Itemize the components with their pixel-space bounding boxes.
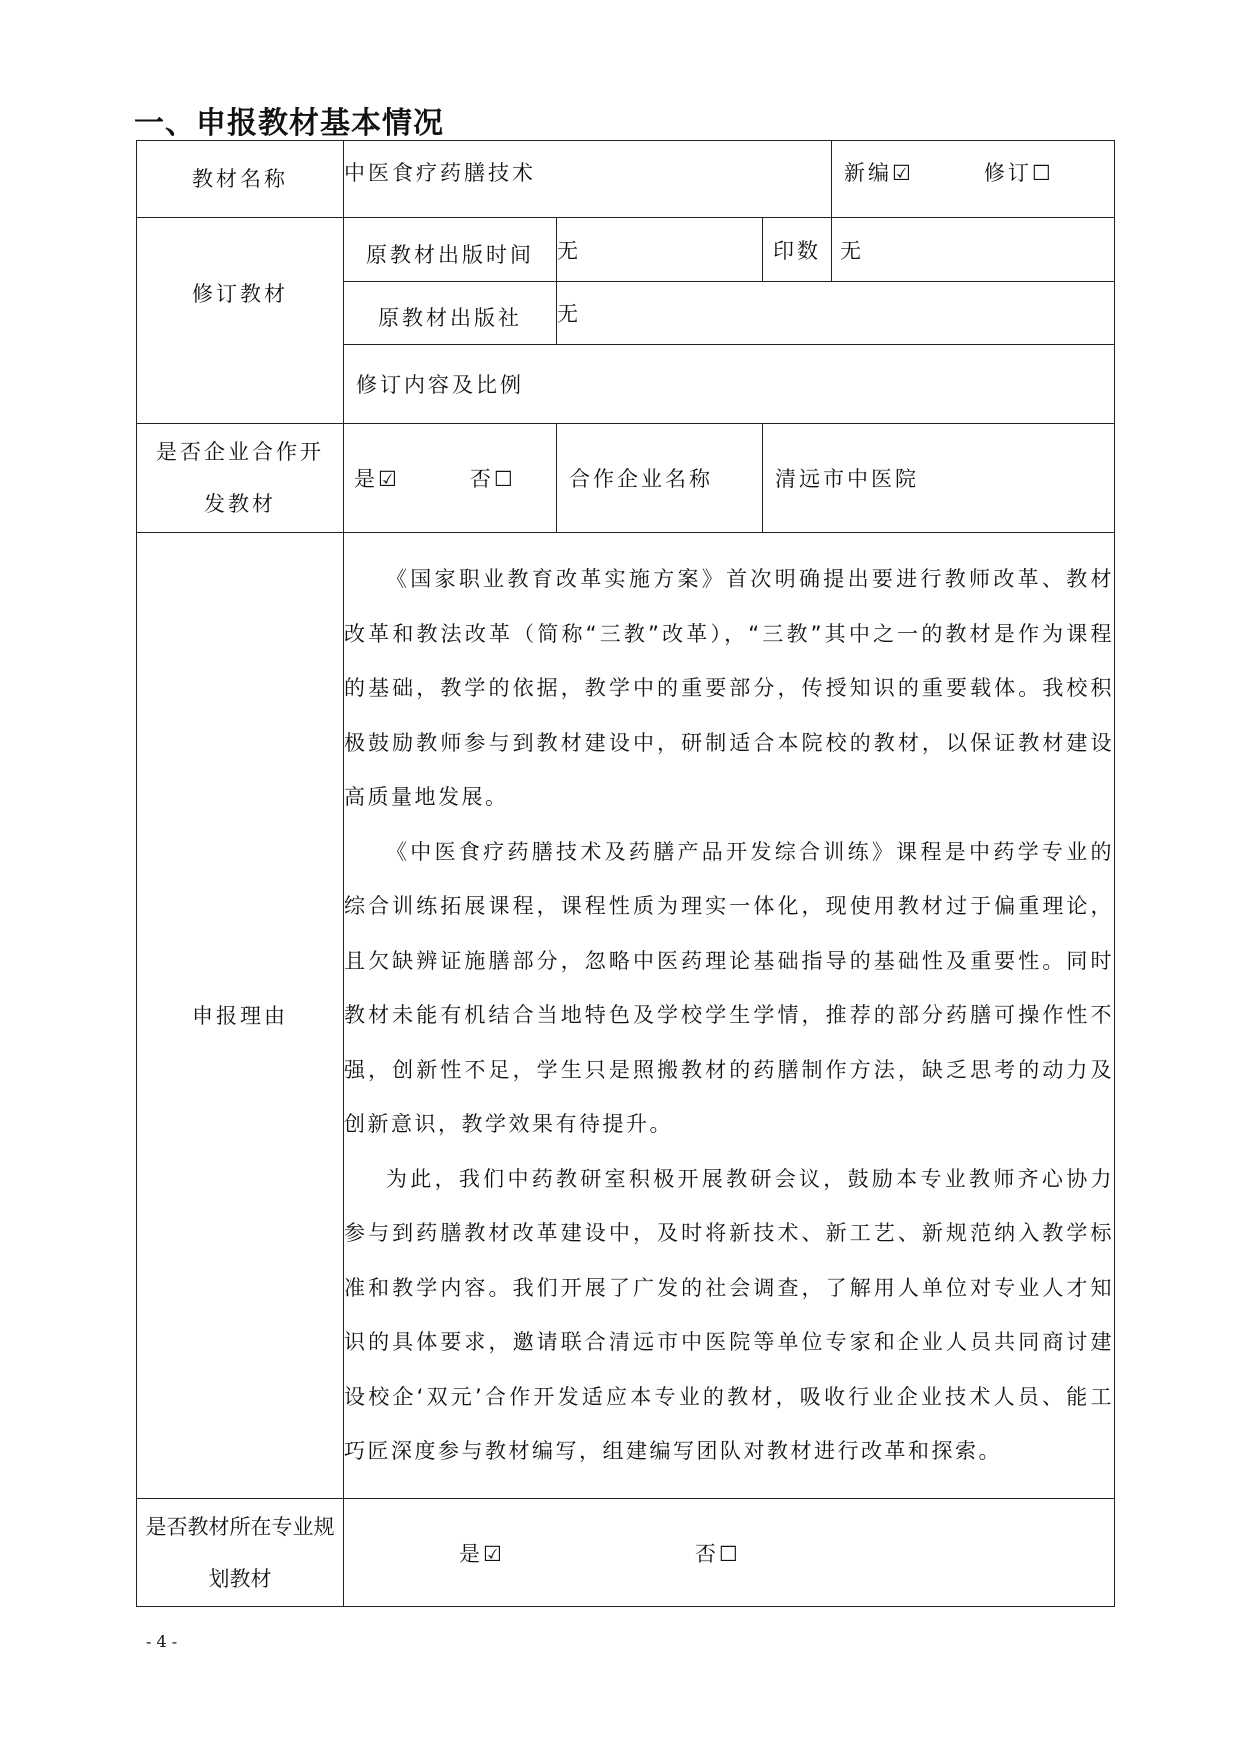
textbook-name-label: 教材名称	[137, 141, 344, 218]
row-planned-textbook	[137, 1499, 1115, 1607]
partner-name-value: 清远市中医院	[763, 424, 1115, 533]
planned-yes-checkbox[interactable]: 是☑	[459, 1541, 505, 1566]
revised-textbook-label: 修订教材	[137, 218, 344, 424]
planned-no-checkbox[interactable]: 否☐	[694, 1541, 741, 1566]
row-revised-1	[137, 218, 1115, 282]
reason-paragraph: 《国家职业教育改革实施方案》首次明确提出要进行教师改革、教材改革和教法改革（简称“三教”改革），“三教”其中之一的教材是作为课程的基础，教学的依据，教学中的重要部分，传授知识的重要载体。我校积极鼓励教师参与到教材建设中，研制适合本院校的教材，以保证教材建设高质量地发展。	[344, 567, 1114, 810]
orig-publisher-value: 无	[557, 282, 1115, 345]
section-heading: 一、申报教材基本情况	[134, 106, 444, 141]
reason-paragraph: 为此，我们中药教研室积极开展教研会议，鼓励本专业教师齐心协力参与到药膳教材改革建设中，及时将新技术、新工艺、新规范纳入教学标准和教学内容。我们开展了广发的社会调查，了解用人单位对专业人才知识的具体要求，邀请联合清远市中医院等单位专家和企业人员共同商讨建设校企‘双元’合作开发适应本专业的教材，吸收行业企业技术人员、能工巧匠深度参与教材编写，组建编写团队对教材进行改革和探索。	[344, 1166, 1114, 1464]
print-run-value: 无	[832, 218, 1115, 282]
textbook-name-value: 中医食疗药膳技术	[344, 141, 832, 218]
application-reason-label: 申报理由	[137, 533, 344, 1499]
partner-name-label: 合作企业名称	[557, 424, 763, 533]
orig-pub-time-label: 原教材出版时间	[344, 218, 557, 282]
enterprise-no-checkbox[interactable]: 否☐	[469, 467, 516, 491]
planned-textbook-label: 是否教材所在专业规划教材	[137, 1499, 344, 1607]
print-run-label: 印数	[763, 218, 832, 282]
application-form-table	[136, 140, 1115, 1607]
new-edition-checkbox[interactable]: 新编☑	[844, 161, 914, 185]
enterprise-yes-checkbox[interactable]: 是☑	[354, 467, 400, 491]
application-reason-body	[344, 533, 1115, 1499]
planned-choice-cell	[344, 1499, 1115, 1607]
page-number: - 4 -	[146, 1632, 178, 1651]
enterprise-cooperation-label: 是否企业合作开发教材	[137, 424, 344, 533]
row-reason	[137, 533, 1115, 1499]
orig-pub-time-value: 无	[557, 218, 763, 282]
row-enterprise	[137, 424, 1115, 533]
revision-checkbox[interactable]: 修订☐	[983, 161, 1054, 185]
revision-content-label: 修订内容及比例	[344, 345, 1115, 424]
edition-type-cell	[832, 141, 1115, 218]
reason-paragraph: 《中医食疗药膳技术及药膳产品开发综合训练》课程是中药学专业的综合训练拓展课程，课程性质为理实一体化，现使用教材过于偏重理论，且欠缺辨证施膳部分，忽略中医药理论基础指导的基础性及重要性。同时教材未能有机结合当地特色及学校学生学情，推荐的部分药膳可操作性不强，创新性不足，学生只是照搬教材的药膳制作方法，缺乏思考的动力及创新意识，教学效果有待提升。	[344, 839, 1114, 1137]
orig-publisher-label: 原教材出版社	[344, 282, 557, 345]
row-textbook-name	[137, 141, 1115, 218]
enterprise-choice-cell	[344, 424, 557, 533]
